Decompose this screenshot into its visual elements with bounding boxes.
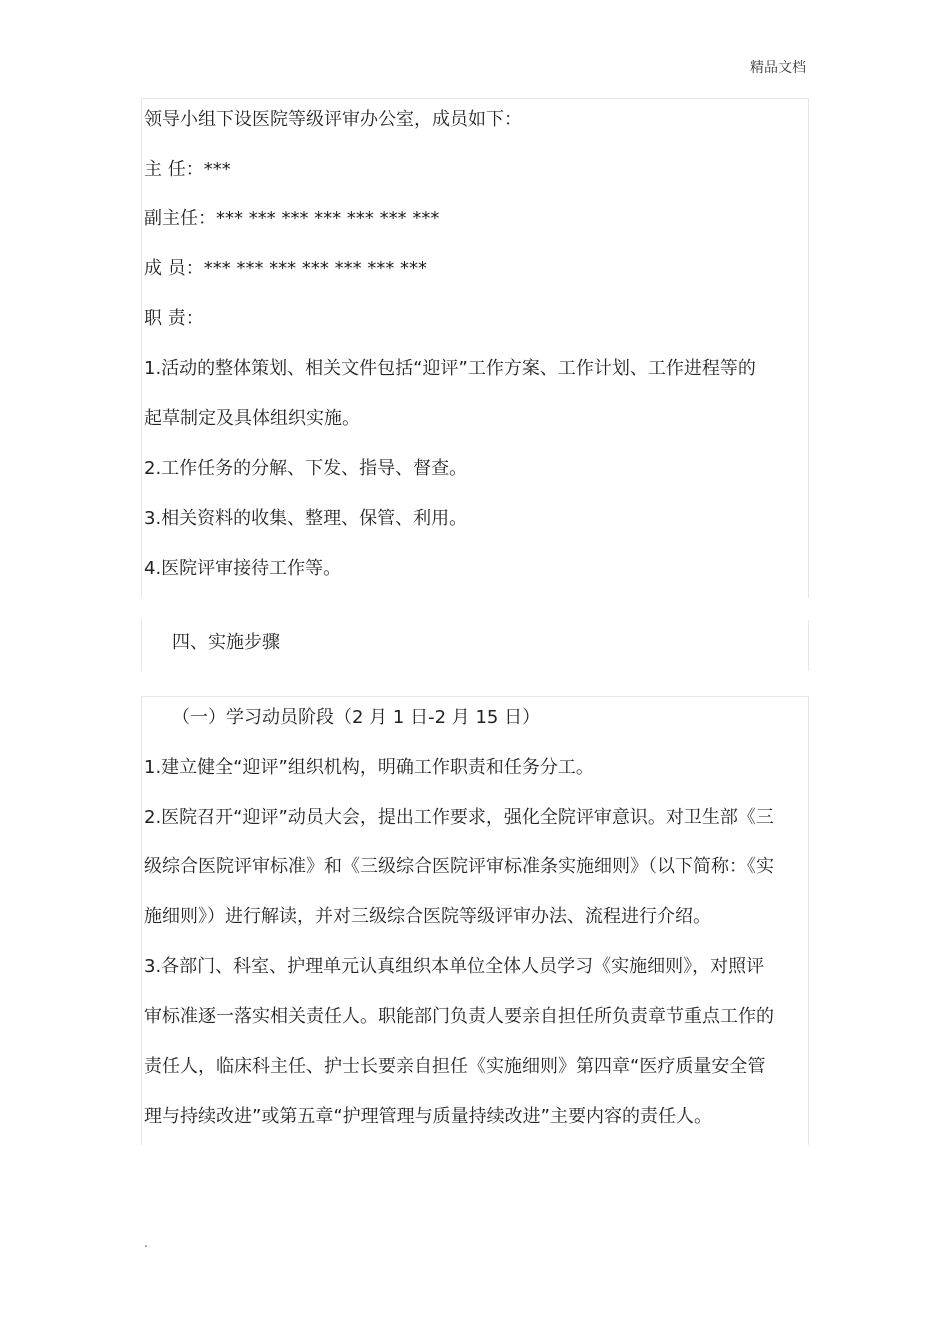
duty-item-1: 1.活动的整体策划、相关文件包括“迎评”工作方案、工作计划、工作进程等的 (144, 358, 756, 379)
members-line: 成 员：*** *** *** *** *** *** *** (144, 258, 428, 279)
stage1-item-1: 1.建立健全“迎评”组织机构，明确工作职责和任务分工。 (144, 757, 594, 778)
footer-mark: . (144, 1236, 148, 1250)
stage1-item-3-cont-b: 责任人，临床科主任、护士长要亲自担任《实施细则》第四章“医疗质量安全管 (144, 1056, 766, 1077)
duties-heading: 职 责： (144, 308, 204, 329)
stage1-heading: （一）学习动员阶段（2 月 1 日-2 月 15 日） (172, 707, 541, 728)
duty-item-2: 2.工作任务的分解、下发、指导、督查。 (144, 458, 468, 479)
office-intro-line: 领导小组下设医院等级评审办公室，成员如下： (144, 109, 522, 130)
stage1-item-3-cont-a: 审标准逐一落实相关责任人。职能部门负责人要亲自担任所负责章节重点工作的 (144, 1006, 774, 1027)
stage1-item-2: 2.医院召开“迎评”动员大会，提出工作要求，强化全院评审意识。对卫生部《三 (144, 807, 774, 828)
stage1-item-2-cont-b: 施细则》）进行解读，并对三级综合医院等级评审办法、流程进行介绍。 (144, 906, 711, 927)
stage1-item-3-cont-c: 理与持续改进”或第五章“护理管理与质量持续改进”主要内容的责任人。 (144, 1106, 712, 1127)
deputy-director-line: 副主任：*** *** *** *** *** *** *** (144, 208, 440, 229)
duty-item-1-cont: 起草制定及具体组织实施。 (144, 408, 360, 429)
section-heading: 四、实施步骤 (172, 632, 280, 653)
director-line: 主 任：*** (144, 159, 231, 180)
duty-item-3: 3.相关资料的收集、整理、保管、利用。 (144, 508, 468, 529)
document-header-label: 精品文档 (750, 60, 806, 76)
stage1-item-2-cont-a: 级综合医院评审标准》和《三级综合医院评审标准条实施细则》（以下简称：《实 (144, 856, 774, 877)
duty-item-4: 4.医院评审接待工作等。 (144, 558, 342, 579)
stage1-item-3: 3.各部门、科室、护理单元认真组织本单位全体人员学习《实施细则》，对照评 (144, 956, 765, 977)
